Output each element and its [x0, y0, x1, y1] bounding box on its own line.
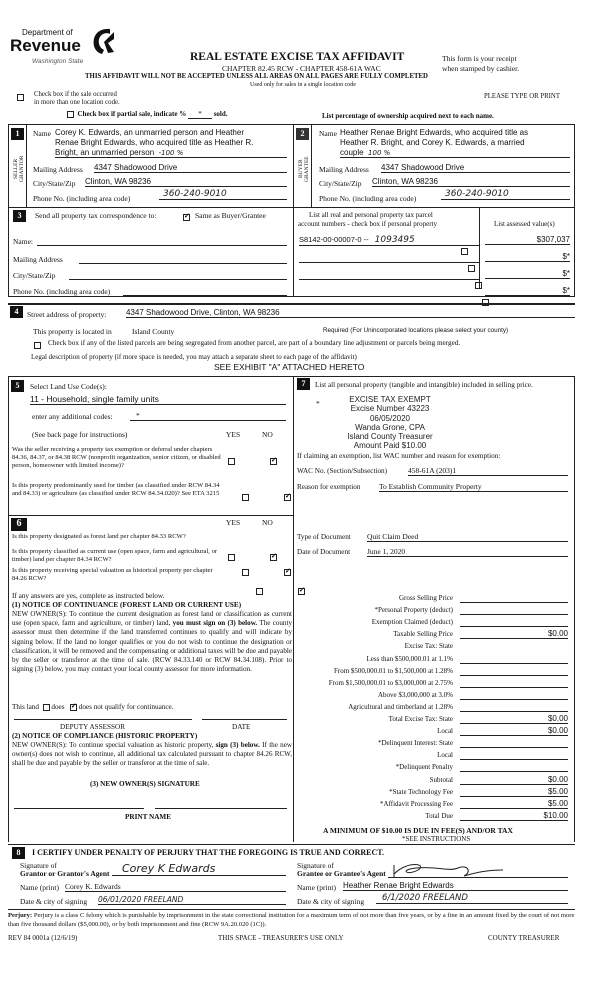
notice-1-title: (1) NOTICE OF CONTINUANCE (FOREST LAND OR CURRENT USE) [12, 601, 242, 609]
does-not-qualify-checkbox[interactable] [70, 704, 77, 711]
buyer-phone-field[interactable]: 360-240-9010 [441, 189, 570, 200]
tax-row-value[interactable] [460, 640, 568, 651]
form-chapter: CHAPTER 82.45 RCW - CHAPTER 458-61A WAC [222, 64, 381, 73]
tax-row-value[interactable]: $0.00 [460, 628, 568, 639]
tax-row-label: *Delinquent Interest: State [377, 739, 453, 748]
question-no-checkbox[interactable] [270, 458, 277, 465]
seller-phone-field[interactable]: 360-240-9010 [159, 189, 287, 200]
notice-1-part-a: NEW OWNER(S): To continue the current designation as forest land or classification as current use (open space, farm and agriculture, or timber) land, [12, 610, 292, 628]
reason-field[interactable]: To Establish Community Property [379, 482, 568, 492]
grantor-date-label: Date & city of signing [20, 897, 88, 906]
corr-mail-field[interactable] [79, 254, 287, 264]
stamp-line: 06/05/2020 [369, 413, 411, 423]
does-not-label: does not qualify for continuance. [78, 703, 174, 711]
tax-row-value[interactable] [460, 665, 568, 676]
multi-location-label-1: Check box if the sale occurred [34, 91, 117, 98]
send-correspondence-label: Send all property tax correspondence to: [35, 211, 157, 220]
corr-mail-label: Mailing Address [13, 255, 63, 264]
stamp-line: Amount Paid $10.00 [353, 441, 427, 451]
assessor-date-label: DATE [232, 723, 251, 731]
seller-city-label: City/State/Zip [33, 179, 76, 188]
new-owner-print-line[interactable] [155, 808, 287, 809]
section-7-number: 7 [297, 378, 310, 390]
grantor-signature-field[interactable]: Corey K Edwards [112, 862, 286, 876]
section-4-number: 4 [10, 306, 23, 318]
tax-row-value[interactable] [460, 761, 568, 772]
tax-row-label: Total Excise Tax: State [388, 715, 453, 723]
section-2-number: 2 [296, 128, 309, 140]
treasurer-space: THIS SPACE - TREASURER'S USE ONLY [218, 934, 344, 942]
personal-property-label: List all personal property (tangible and intangible) included in selling price. [315, 381, 533, 389]
buyer-name-line-3[interactable] [340, 148, 570, 158]
sec6-yes-header: YES [226, 518, 241, 527]
partial-sale-percent[interactable]: * [188, 110, 212, 119]
question-no-checkbox[interactable] [270, 554, 277, 561]
question-yes-checkbox[interactable] [256, 588, 263, 595]
parcel-number-field[interactable] [299, 269, 479, 280]
logo-emblem-icon [90, 26, 116, 56]
tax-row-value[interactable] [460, 677, 568, 688]
tax-row-label: Taxable Selling Price [393, 630, 453, 639]
seller-city-field[interactable]: Clinton, WA 98236 [85, 177, 287, 187]
buyer-city-field[interactable]: Clinton, WA 98236 [372, 177, 570, 187]
seller-name-line-2[interactable]: Renae Bright Edwards, who acquired title as Heather R. [55, 138, 254, 147]
buyer-percent: 100 % [368, 149, 391, 157]
acceptance-warning: THIS AFFIDAVIT WILL NOT BE ACCEPTED UNLESS ALL AREAS ON ALL PAGES ARE FULLY COMPLETED [85, 73, 428, 80]
seller-name-line-1[interactable]: Corey K. Edwards, an unmarried person and Heather [55, 128, 244, 137]
see-instructions: *SEE INSTRUCTIONS [402, 835, 471, 843]
section-6-number: 6 [11, 518, 27, 531]
grantor-agent-label: Grantor or Grantor's Agent [20, 869, 110, 878]
grantee-signature-scribble [388, 862, 508, 878]
stamp-line: Island County Treasurer [347, 432, 433, 442]
perjury-text: Perjury is a class C felony which is punishable by imprisonment in the state correctional institution for a maximum term of not more than five years, or by a fine in an amount fixed by the court of not more than five thousand dollars ($5,000.00), or by both imprisonment and fine (RCW 9A.20.020 (1C)). [8, 912, 575, 928]
notice-1-bold: you must sign on (3) below. [172, 619, 258, 628]
assessed-value-header: List assessed value(s) [494, 220, 555, 228]
buyer-name-line-1[interactable]: Heather Renae Bright Edwards, who acquired title as [340, 128, 529, 137]
tax-row-label: Total Due [425, 811, 453, 820]
tax-row-value[interactable]: $5.00 [460, 786, 568, 797]
tax-row-value[interactable] [460, 749, 568, 760]
multi-location-checkbox[interactable] [17, 94, 24, 101]
same-as-buyer-label: Same as Buyer/Grantee [195, 211, 266, 220]
doc-date-field[interactable]: June 1, 2020 [367, 547, 568, 557]
buyer-mail-label: Mailing Address [319, 165, 369, 174]
grantee-signature-field[interactable] [388, 862, 568, 878]
certify-statement: I CERTIFY UNDER PENALTY OF PERJURY THAT THE FOREGOING IS TRUE AND CORRECT. [32, 848, 385, 857]
grantee-agent-label: Grantee or Grantee's Agent [297, 869, 386, 878]
section-seller-buyer [8, 124, 575, 208]
dor-logo [10, 28, 120, 73]
grantor-date-field[interactable]: 06/01/2020 FREELAND [98, 895, 286, 905]
street-address-field[interactable]: 4347 Shadowood Drive, Clinton, WA 98236 [126, 308, 575, 318]
land-use-label: Select Land Use Code(s): [30, 382, 107, 391]
tax-row-value[interactable] [460, 701, 568, 712]
corr-city-field[interactable] [69, 270, 287, 280]
tax-row-value[interactable] [460, 616, 568, 627]
print-name-label: PRINT NAME [125, 813, 171, 821]
tax-row-value[interactable]: $5.00 [460, 798, 568, 809]
instructions-note: (See back page for instructions) [32, 430, 128, 439]
doc-type-field[interactable]: Quit Claim Deed [367, 532, 568, 542]
seller-phone-label: Phone No. (including area code) [33, 194, 131, 203]
corr-city-label: City/State/Zip [13, 271, 56, 280]
logo-revenue: Revenue [10, 36, 81, 55]
sec5-yes-header: YES [226, 430, 241, 439]
single-location-note: Used only for sales in a single location code [250, 82, 356, 88]
parcel-number: S8142-00-00007-0 -- [299, 235, 369, 244]
tax-row-label: Local [437, 727, 453, 736]
logo-state: Washington State [32, 58, 84, 65]
grantee-name-field[interactable]: Heather Renae Bright Edwards [343, 881, 568, 891]
assessed-value-field[interactable]: $* [485, 252, 570, 262]
assessed-value-field[interactable]: $* [485, 286, 570, 296]
grantor-name-field[interactable]: Corey K. Edwards [65, 882, 286, 892]
tax-row-label: *Delinquent Penalty [395, 763, 453, 772]
tax-row-value[interactable] [460, 604, 568, 615]
question-text: Is this property predominantly used for timber (as classified under RCW 84.34 and 84.33) or agriculture (as classified under RCW 84.34.020)? See ETA 3215 [12, 482, 220, 497]
grantee-date-label: Date & city of signing [297, 897, 365, 906]
sec5-no-header: NO [262, 430, 273, 439]
receipt-note-1: This form is your receipt [442, 54, 517, 63]
tax-row-label: *Affidavit Processing Fee [380, 799, 453, 808]
partial-sale-checkbox[interactable] [67, 111, 74, 118]
seller-mail-label: Mailing Address [33, 165, 83, 174]
stamp-line: EXCISE TAX EXEMPT [349, 395, 431, 404]
question-text: Was the seller receiving a property tax exemption or deferral under chapters 84.36, 84.37, or 84.38 RCW (nonprofit organization, senior citizen, or disabled person, homeowner with limited income)? [12, 446, 221, 469]
grantor-name-label: Name (print) [20, 883, 59, 892]
tax-row-value[interactable] [460, 592, 568, 603]
corr-phone-label: Phone No. (including area code) [13, 287, 111, 296]
seller-percent: -100 % [158, 149, 184, 157]
grantee-sig-of: Signature of [297, 861, 334, 870]
logo-dept: Department of [22, 28, 73, 37]
question-text: Is this property designated as forest land per chapter 84.33 RCW? [12, 533, 186, 540]
additional-codes-field[interactable]: * [130, 411, 286, 421]
section-3-correspondence [8, 207, 575, 297]
form-title: REAL ESTATE EXCISE TAX AFFIDAVIT [190, 51, 405, 63]
deputy-assessor-label: DEPUTY ASSESSOR [60, 723, 126, 731]
type-or-print: PLEASE TYPE OR PRINT [484, 93, 560, 100]
tax-row-value[interactable]: $0.00 [460, 774, 568, 785]
doc-date-label: Date of Document [297, 548, 351, 556]
legal-description-field[interactable]: SEE EXHIBIT "A" ATTACHED HERETO [214, 362, 365, 372]
ownership-note: List percentage of ownership acquired next to each name. [322, 112, 494, 120]
notice-2-text [12, 741, 292, 769]
notice-2-part-a: NEW OWNER(S): To continue special valuation as historic property, [12, 741, 214, 749]
does-qualify-checkbox[interactable] [43, 704, 50, 711]
question-text: Is this property receiving special valuation as historical property per chapter 84.26 RCW? [12, 567, 213, 582]
grantee-name-label: Name (print) [297, 883, 336, 892]
seller-name-line-3[interactable] [55, 148, 287, 158]
new-owner-signature-label: (3) NEW OWNER(S) SIGNATURE [90, 780, 200, 788]
parcel-number-field[interactable] [299, 235, 479, 246]
grantee-date-field[interactable]: 6/1/2020 FREELAND [376, 893, 568, 904]
exemption-label: If claiming an exemption, list WAC number and reason for exemption: [297, 452, 501, 460]
segregated-checkbox[interactable] [34, 342, 41, 349]
county-treasurer: COUNTY TREASURER [488, 934, 560, 942]
buyer-city-label: City/State/Zip [319, 179, 362, 188]
stamp-line: Excise Number 43223 [350, 404, 430, 414]
legal-description-label: Legal description of property (if more space is needed, you may attach a separate sheet to each page of the affidavit) [31, 353, 357, 361]
question-text: Is this property classified as current use (open space, farm and agricultural, or timber) land per chapter 84.34 RCW? [12, 548, 218, 563]
tax-row-label: Excise Tax: State [404, 642, 453, 651]
tax-row-value[interactable] [460, 689, 568, 700]
seller-grantor-label: SELLER GRANTOR [13, 155, 25, 183]
assessed-value-field[interactable]: $307,037 [485, 235, 570, 245]
tax-row-label: Less than $500,000.01 at 1.1% [366, 654, 453, 663]
wac-label: WAC No. (Section/Subsection) [297, 467, 388, 475]
treasurer-stamp [330, 395, 450, 451]
tax-row-value[interactable] [460, 737, 568, 748]
tax-row-label: Gross Selling Price [398, 594, 453, 602]
this-land-label: This land [12, 703, 39, 711]
parcel-header-1: List all real and personal property tax parcel [309, 211, 433, 219]
question-no-checkbox[interactable] [284, 494, 291, 501]
buyer-name-label: Name [319, 129, 337, 138]
reason-label: Reason for exemption [297, 483, 361, 491]
corr-name-label: Name: [13, 237, 33, 246]
tax-row-label: Above $3,000,000 at 3.0% [377, 690, 453, 699]
multi-location-checkbox-row [17, 92, 24, 101]
seller-mail-field[interactable]: 4347 Shadowood Drive [94, 163, 287, 173]
partial-sale-sold: sold. [213, 110, 228, 118]
street-address-label: Street address of property: [27, 310, 107, 319]
perjury-label: Perjury: [8, 912, 33, 919]
question-yes-checkbox[interactable] [228, 458, 235, 465]
corr-name-field[interactable] [37, 236, 287, 246]
question-yes-checkbox[interactable] [228, 554, 235, 561]
located-in-label: This property is located in [33, 327, 112, 336]
tax-row-label: *Personal Property (deduct) [374, 606, 453, 615]
parcel-number-field[interactable] [299, 252, 479, 263]
buyer-grantee-label: BUYER GRANTEE [298, 156, 310, 182]
additional-codes-label: enter any additional codes: [32, 412, 113, 421]
seller-name-3: Bright, an unmarried person [55, 148, 155, 157]
parcel-header-2: account numbers - check box if personal property [298, 220, 437, 228]
multi-location-label-2: in more than one location code. [34, 99, 120, 106]
tax-row-value[interactable]: $0.00 [460, 713, 568, 724]
land-use-field[interactable]: 11 - Household, single family units [30, 394, 286, 405]
county-select[interactable]: Island County [132, 327, 175, 336]
minimum-due-note: A MINIMUM OF $10.00 IS DUE IN FEE(S) AND/OR TAX [323, 826, 513, 835]
perjury-notice [8, 912, 575, 929]
notice-2-part-b: If the new owner(s) does not wish to continue, all additional tax calculated pursuant to chapter 84.26 RCW, shall be due and payable by the seller or transferor at the time of sale. [12, 741, 292, 768]
section-3-number: 3 [13, 210, 26, 222]
notice-1-part-b: The county assessor must then determine if the land transferred continues to qualify and will indicate by signing below. If the land no longer qualifies or you do not wish to continue the designation or classification, it will be removed and the compensating or additional taxes will be due and payable by the seller or transferor at the time of sale. (RCW 84.33.140 or RCW 84.34.108). Prior to signing (3) below, you may contact your local county assessor for more information. [12, 619, 292, 674]
grantor-sig-of: Signature of [20, 861, 57, 870]
doc-type-label: Type of Document [297, 533, 351, 541]
tax-row-label: *State Technology Fee [389, 787, 453, 796]
county-required-note: Required (For Unincorporated locations please select your county) [323, 327, 509, 334]
buyer-phone-label: Phone No. (including area code) [319, 194, 417, 203]
tax-row-label: From $500,000.01 to $1,500,000 at 1.28% [334, 666, 453, 675]
deputy-assessor-line[interactable] [14, 719, 192, 720]
sec6-no-header: NO [262, 518, 273, 527]
if-yes-note: If any answers are yes, complete as instructed below. [12, 592, 165, 600]
parcel-number-field[interactable] [299, 286, 479, 297]
partial-sale-row [67, 110, 228, 119]
question-yes-checkbox[interactable] [242, 569, 249, 576]
personal-property-star: * [316, 399, 320, 408]
buyer-name-line-2[interactable]: Heather R. Bright, and Corey K. Edwards, a married [340, 138, 525, 147]
tax-row-label: Exemption Claimed (deduct) [371, 618, 453, 627]
receipt-note-2: when stamped by cashier. [442, 64, 520, 73]
wac-field[interactable]: 458-61A (203)1 [408, 466, 568, 476]
notice-2-bold: sign (3) below. [215, 741, 260, 749]
form-number: REV 84 0001a (12/6/19) [8, 934, 78, 942]
tax-row-value[interactable]: $0.00 [460, 725, 568, 736]
segregated-label: Check box if any of the listed parcels are being segregated from another parcel, are part of a boundary line adjustment or parcels being merged. [48, 339, 461, 347]
does-label: does [51, 703, 65, 711]
seller-name-label: Name [33, 129, 51, 138]
notice-2-title: (2) NOTICE OF COMPLIANCE (HISTORIC PROPERTY) [12, 732, 198, 740]
same-as-buyer-checkbox[interactable] [183, 214, 190, 221]
partial-sale-label: Check box if partial sale, indicate % [77, 110, 187, 118]
new-owner-signature-line[interactable] [14, 808, 144, 809]
tax-row-label: Local [437, 751, 453, 760]
buyer-mail-field[interactable]: 4347 Shadowood Drive [381, 163, 570, 173]
corr-phone-field[interactable] [123, 286, 287, 296]
assessed-value-field[interactable]: $* [485, 269, 570, 279]
parcel-handwritten: 1093495 [374, 235, 415, 245]
question-yes-checkbox[interactable] [242, 494, 249, 501]
tax-row-label: Agricultural and timberland at 1.28% [348, 702, 453, 711]
tax-row-value[interactable]: $10.00 [460, 810, 568, 821]
stamp-line: Wanda Grone, CPA [355, 422, 425, 432]
tax-row-label: From $1,500,000.01 to $3,000,000 at 2.75% [328, 678, 453, 687]
notice-1-text [12, 610, 292, 674]
section-1-number: 1 [11, 128, 24, 140]
tax-row-label: Subtotal [429, 775, 453, 784]
buyer-name-3: couple [340, 148, 364, 157]
section-5-number: 5 [11, 380, 24, 392]
question-no-checkbox[interactable] [284, 569, 291, 576]
section-8-number: 8 [12, 847, 25, 859]
continuance-row [12, 703, 174, 711]
tax-row-value[interactable] [460, 653, 568, 664]
